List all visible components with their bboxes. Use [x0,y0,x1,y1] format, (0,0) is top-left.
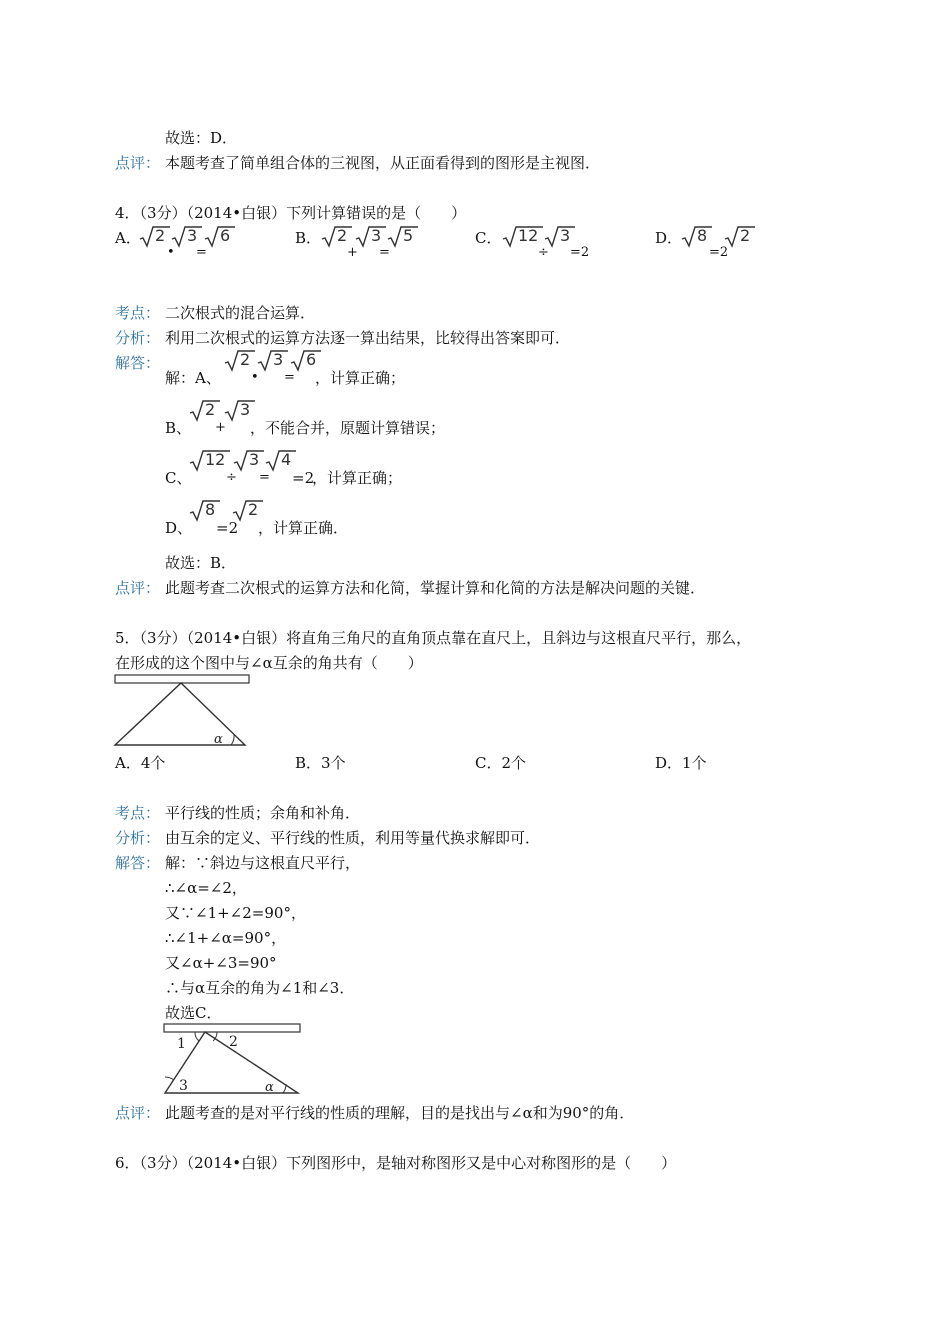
q4-sol-b-suffix: ，不能合并，原题计算错误； [250,419,446,437]
q5-option-d: D．1个 [655,754,707,772]
q5-kaodian: 平行线的性质；余角和补角． [165,804,361,822]
q4-conclusion: 故选：B． [165,554,237,572]
q5-step-2: ∴∠α=∠2， [165,879,247,897]
q5-step-5: 又∠α+∠3=90° [165,954,277,972]
q4-jieda-label: 解答： [115,354,161,372]
q5-stem-line2: 在形成的这个图中与∠α互余的角共有（ ） [115,654,423,672]
q4-sol-a-prefix: 解：A、 [165,369,221,387]
q4-sol-b-op-1: + [215,420,226,435]
q5-option-b: B．3个 [295,754,346,772]
q4-comment-label: 点评： [115,579,161,597]
q4-kaodian-label: 考点： [115,304,161,322]
q3-comment: 本题考查了简单组合体的三视图，从正面看得到的图形是主视图． [165,154,601,172]
q5-step-1: 解：∵斜边与这根直尺平行， [165,854,361,872]
q4-fenxi: 利用二次根式的运算方法逐一算出结果，比较得出答案即可． [165,329,571,347]
q5-comment-label: 点评： [115,1104,161,1122]
q4-sol-a-op-2: = [284,370,295,385]
q5-kaodian-label: 考点： [115,804,161,822]
q4-sol-d-prefix: D、 [165,519,193,537]
q4-comment: 此题考查二次根式的运算方法和化简，掌握计算和化简的方法是解决问题的关键． [165,579,706,597]
q4-sol-a-op-1: • [251,370,259,385]
q4-sol-c-prefix: C、 [165,469,192,487]
fig2-label-3: 3 [179,1078,188,1094]
q5-figure-alpha-label: α [214,732,223,747]
q5-figure-ruler-triangle [113,674,253,750]
q4-sol-a-suffix: ，计算正确； [315,369,406,387]
q4-option-a-label: A． [115,229,141,247]
q4-option-b-op-2: = [379,245,390,260]
q5-option-a: A．4个 [115,754,166,772]
q4-kaodian: 二次根式的混合运算． [165,304,316,322]
q3-comment-label: 点评： [115,154,161,172]
q3-conclusion: 故选：D． [165,129,238,147]
q4-option-a-op-2: = [196,245,207,260]
fig2-label-alpha: α [265,1080,274,1095]
fig2-label-1: 1 [177,1036,186,1052]
q4-option-a-op-1: • [167,245,175,260]
q4-option-b-label: B． [295,229,322,247]
q4-option-c-label: C． [475,229,502,247]
q4-sol-b-prefix: B、 [165,419,192,437]
q4-option-d-op-1: =2 [709,245,729,260]
q4-sol-d-op-1: =2 [216,519,239,537]
q5-fenxi: 由互余的定义、平行线的性质，利用等量代换求解即可． [165,829,541,847]
q4-option-c-op-2: =2 [570,245,590,260]
q5-jieda-label: 解答： [115,854,161,872]
q5-fenxi-label: 分析： [115,829,161,847]
q5-step-6: ∴与α互余的角为∠1和∠3． [165,979,355,997]
q4-sol-c-op-3: =2 [292,469,315,487]
q4-option-d-label: D． [655,229,683,247]
q4-sol-c-suffix: ，计算正确； [312,469,403,487]
q4-fenxi-label: 分析： [115,329,161,347]
q4-option-b-op-1: + [347,245,358,260]
q5-comment: 此题考查的是对平行线的性质的理解，目的是找出与∠α和为90°的角． [165,1104,635,1122]
q5-step-4: ∴∠1+∠α=90°， [165,929,287,947]
q4-sol-c-op-1: ÷ [226,470,237,485]
q5-stem-line1: 5．（3分）（2014•白银）将直角三角尺的直角顶点靠在直尺上，且斜边与这根直尺平行，那么， [115,629,752,647]
q5-step-7: 故选C． [165,1004,222,1022]
fig2-label-2: 2 [229,1034,238,1050]
q4-sol-c-op-2: = [259,470,270,485]
q6-stem: 6．（3分）（2014•白银）下列图形中，是轴对称图形又是中心对称图形的是（ ） [115,1154,677,1172]
q4-option-c-op-1: ÷ [538,245,549,260]
q5-step-3: 又∵∠1+∠2=90°， [165,904,306,922]
q5-solution-figure [163,1023,305,1097]
q4-stem: 4．（3分）（2014•白银）下列计算错误的是（ ） [115,204,467,222]
q5-option-c: C．2个 [475,754,527,772]
q4-sol-d-suffix: ，计算正确． [258,519,349,537]
